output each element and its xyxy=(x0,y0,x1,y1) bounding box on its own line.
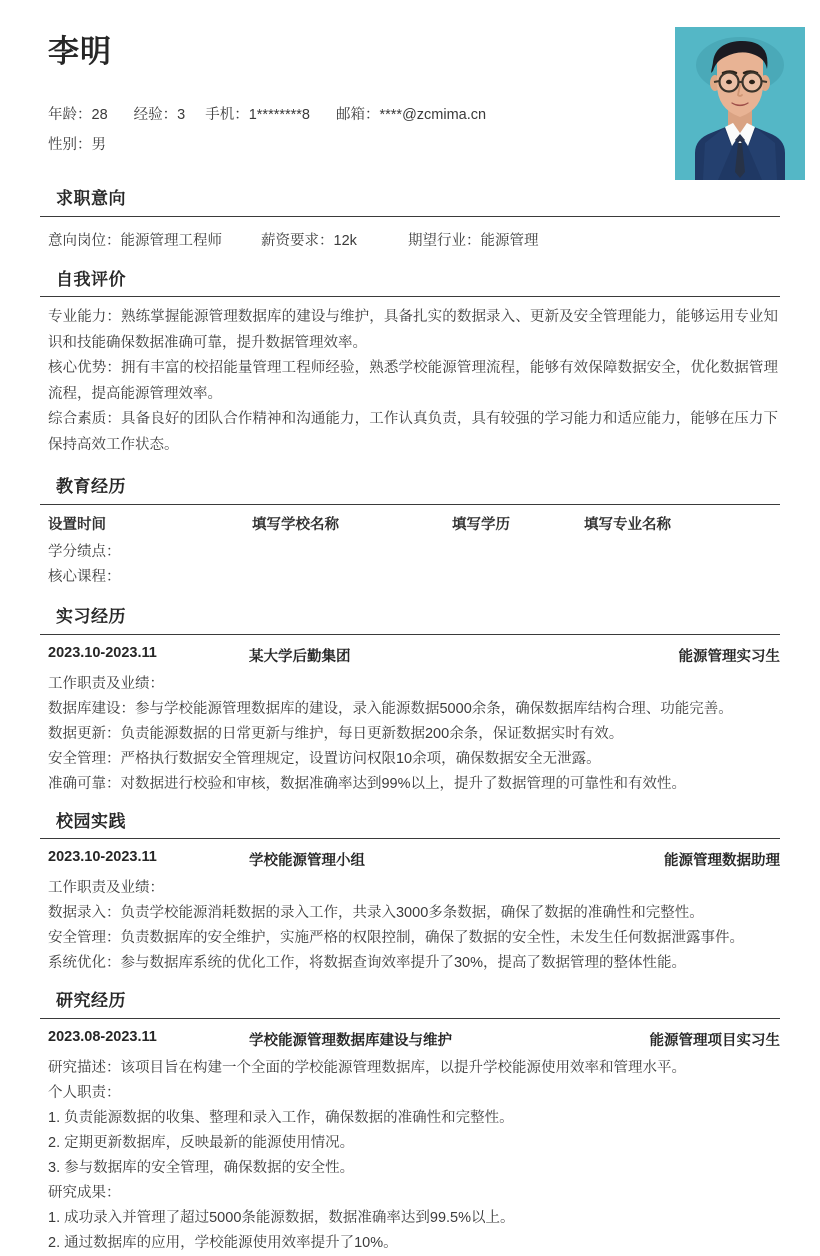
education-courses-label: 核心课程： xyxy=(48,569,121,586)
intention-salary-label: 薪资要求： xyxy=(261,232,334,249)
contact-phone-value: 1********8 xyxy=(248,107,310,123)
intention-industry-label: 期望行业： xyxy=(408,232,481,249)
research-results-title: 研究成果： xyxy=(48,1185,121,1202)
contact-gender-label: 性别： xyxy=(48,137,92,153)
internship-entry-header xyxy=(40,645,780,672)
contact-age-value: 28 xyxy=(91,107,108,123)
internship-subtitle: 工作职责及业绩： xyxy=(48,675,164,692)
campus-practice-bullet: 数据录入：负责学校能源消耗数据的录入工作，共录入3000多条数据，确保了数据的准确性和完整性。 xyxy=(48,905,704,922)
internship-bullet: 准确可靠：对数据进行校验和审核，数据准确率达到99%以上，提升了数据管理的可靠性和有效性。 xyxy=(48,775,687,792)
internship-organization: 某大学后勤集团 xyxy=(249,648,351,665)
contact-experience-value: 3 xyxy=(177,107,186,123)
research-project-title: 学校能源管理数据库建设与维护 xyxy=(249,1033,452,1050)
research-duties-title: 个人职责： xyxy=(48,1085,121,1102)
contact-info-row-2 xyxy=(48,133,106,154)
education-column-school: 填写学校名称 xyxy=(252,517,339,534)
section-title-self-evaluation: 自我评价 xyxy=(56,269,126,289)
research-entry-header xyxy=(40,1029,780,1056)
section-title-research: 研究经历 xyxy=(56,991,126,1011)
research-duty: 1. 负责能源数据的收集、整理和录入工作，确保数据的准确性和完整性。 xyxy=(48,1110,514,1127)
candidate-name: 李明 xyxy=(48,34,112,69)
contact-age xyxy=(48,103,108,124)
education-gpa-label: 学分绩点： xyxy=(48,544,121,561)
self-evaluation-paragraph: 核心优势：拥有丰富的校招能量管理工程师经验，熟悉学校能源管理流程，能够有效保障数据安全，优化数据管理流程，提高能源管理效率。 xyxy=(48,360,778,402)
campus-practice-bullet: 系统优化：参与数据库系统的优化工作，将数据查询效率提升了30%，提高了数据管理的整体性能。 xyxy=(48,955,687,972)
section-title-internship: 实习经历 xyxy=(56,607,126,627)
contact-experience-label: 经验： xyxy=(133,107,178,123)
section-title-job-intention: 求职意向 xyxy=(56,189,126,208)
self-evaluation-paragraph: 综合素质：具备良好的团队合作精神和沟通能力，工作认真负责，具有较强的学习能力和适应能力，能够在压力下保持高效工作状态。 xyxy=(48,411,778,453)
section-job-intention xyxy=(40,190,780,255)
internship-role: 能源管理实习生 xyxy=(678,648,780,665)
contact-gender xyxy=(48,133,106,154)
research-duty: 2. 定期更新数据库，反映最新的能源使用情况。 xyxy=(48,1135,355,1152)
research-date: 2023.08-2023.11 xyxy=(48,1029,157,1046)
intention-industry xyxy=(408,229,539,250)
campus-practice-organization: 学校能源管理小组 xyxy=(249,853,365,870)
research-role: 能源管理项目实习生 xyxy=(649,1033,780,1050)
intention-industry-value: 能源管理 xyxy=(480,232,539,249)
research-duty: 3. 参与数据库的安全管理，确保数据的安全性。 xyxy=(48,1160,355,1177)
intention-position xyxy=(48,229,222,250)
contact-email-label: 邮箱： xyxy=(336,107,380,123)
profile-photo xyxy=(675,27,805,180)
contact-email xyxy=(336,103,486,124)
contact-age-label: 年龄： xyxy=(48,107,92,123)
research-result: 1. 成功录入并管理了超过5000条能源数据，数据准确率达到99.5%以上。 xyxy=(48,1210,515,1227)
campus-practice-bullet: 安全管理：负责数据库的安全维护，实施严格的权限控制，确保了数据的安全性，未发生任何数据泄露事件。 xyxy=(48,930,744,947)
contact-info-row-1 xyxy=(48,103,486,124)
education-column-major: 填写专业名称 xyxy=(584,517,671,534)
contact-phone-label: 手机： xyxy=(205,107,249,123)
research-result: 2. 通过数据库的应用，学校能源使用效率提升了10%。 xyxy=(48,1235,398,1252)
internship-bullet: 安全管理：严格执行数据安全管理规定，设置访问权限10余项，确保数据安全无泄露。 xyxy=(48,750,601,767)
contact-experience xyxy=(134,103,186,124)
campus-practice-date: 2023.10-2023.11 xyxy=(48,849,157,866)
contact-email-value: ****@zcmima.cn xyxy=(379,107,487,123)
education-column-time: 设置时间 xyxy=(48,517,106,534)
education-column-degree: 填写学历 xyxy=(452,517,510,534)
section-research xyxy=(40,992,780,1256)
campus-practice-role: 能源管理数据助理 xyxy=(664,853,780,870)
campus-practice-entry-header xyxy=(40,849,780,876)
job-intention-row xyxy=(40,229,780,255)
research-description: 研究描述：该项目旨在构建一个全面的学校能源管理数据库，以提升学校能源使用效率和管理水平。 xyxy=(48,1060,686,1077)
contact-phone xyxy=(205,103,310,124)
contact-gender-value: 男 xyxy=(91,137,106,153)
intention-salary-value: 12k xyxy=(333,232,357,249)
intention-salary xyxy=(261,229,357,250)
education-table-header xyxy=(40,513,780,540)
section-self-evaluation xyxy=(40,271,780,459)
internship-bullet: 数据更新：负责能源数据的日常更新与维护，每日更新数据200余条，保证数据实时有效。 xyxy=(48,725,624,742)
section-internship xyxy=(40,608,780,797)
profile-photo-image xyxy=(675,27,805,180)
section-education xyxy=(40,478,780,590)
internship-date: 2023.10-2023.11 xyxy=(48,644,157,661)
intention-position-value: 能源管理工程师 xyxy=(120,232,222,249)
section-title-campus-practice: 校园实践 xyxy=(56,811,126,831)
section-title-education: 教育经历 xyxy=(56,477,126,497)
self-evaluation-paragraph: 专业能力：熟练掌握能源管理数据库的建设与维护，具备扎实的数据录入、更新及安全管理能力，能够运用专业知识和技能确保数据准确可靠，提升数据管理效率。 xyxy=(48,309,778,351)
internship-bullet: 数据库建设：参与学校能源管理数据库的建设，录入能源数据5000余条，确保数据库结构合理、功能完善。 xyxy=(48,700,733,717)
section-campus-practice xyxy=(40,813,780,977)
intention-position-label: 意向岗位： xyxy=(48,232,121,249)
campus-practice-subtitle: 工作职责及业绩： xyxy=(48,880,164,897)
resume-header xyxy=(40,0,780,190)
